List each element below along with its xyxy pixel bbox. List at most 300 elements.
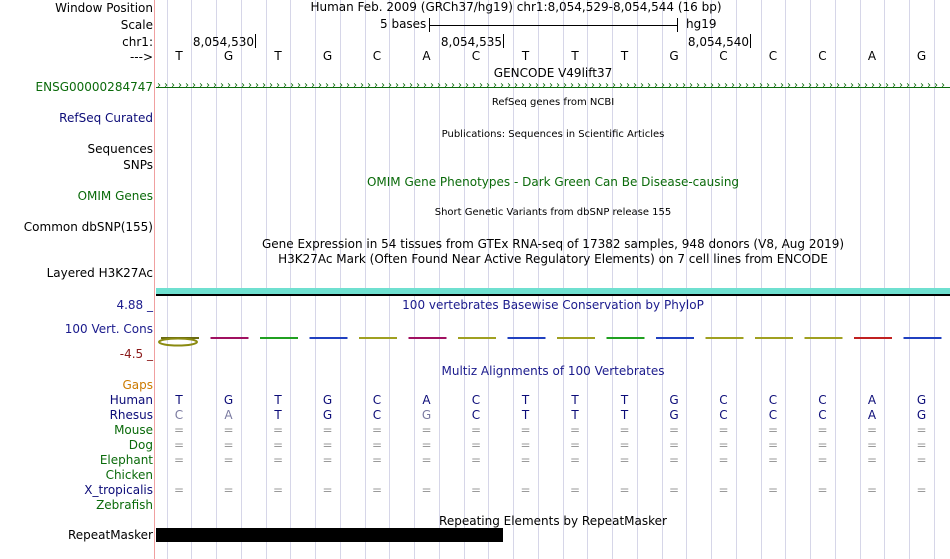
alignment-base: = [866,423,878,437]
strand-chevron-icon: › [549,80,552,91]
conservation-segment [805,337,843,339]
alignment-base: = [520,453,531,467]
alignment-base: C [471,393,481,407]
conservation-segment [458,337,496,339]
alignment-base: G [916,393,927,407]
strand-chevron-icon: › [941,80,944,91]
alignment-base: = [866,483,878,497]
alignment-base: C [818,408,827,422]
alignment-base: G [322,408,333,422]
strand-chevron-icon: › [920,80,923,91]
alignment-base: = [223,423,234,437]
alignment-base: = [173,423,185,437]
strand-chevron-icon: › [563,80,566,91]
alignment-base: = [520,438,531,452]
scale-bar-tick-left [429,18,430,32]
strand-chevron-icon: › [731,80,734,91]
grid-line [315,0,316,559]
strand-chevron-icon: › [885,80,888,91]
alignment-base: T [620,408,629,422]
layered-h3k27ac-label[interactable]: Layered H3K27Ac [46,266,153,280]
conservation-segment [557,337,595,339]
conservation-segment [310,337,348,339]
grid-line [587,0,588,559]
strand-chevron-icon: › [458,80,461,91]
alignment-base: = [421,483,432,497]
grid-line [538,0,539,559]
alignment-base: T [521,393,530,407]
image-left-border [154,0,155,559]
strand-chevron-icon: › [857,80,860,91]
strand-chevron-icon: › [654,80,657,91]
strand-direction-label: ---> [129,50,153,64]
alignment-base: C [768,393,778,407]
refseq-track-title: RefSeq genes from NCBI [491,97,615,108]
strand-chevron-icon: › [290,80,293,91]
strand-chevron-icon: › [479,80,482,91]
grid-line [909,0,910,559]
strand-chevron-icon: › [703,80,706,91]
strand-chevron-icon: › [633,80,636,91]
common-dbsnp-label[interactable]: Common dbSNP(155) [23,220,153,234]
multiz-track-title: Multiz Alignments of 100 Vertebrates [441,364,665,378]
alignment-base: = [619,438,630,452]
alignment-base: G [223,393,234,407]
alignment-base: A [867,393,877,407]
strand-chevron-icon: › [353,80,356,91]
strand-chevron-icon: › [766,80,769,91]
strand-chevron-icon: › [542,80,545,91]
alignment-base: C [768,408,778,422]
alignment-base: = [371,453,383,467]
alignment-base: = [470,423,482,437]
conservation-segment [755,337,793,339]
strand-chevron-icon: › [388,80,391,91]
conservation-segment [706,337,744,339]
alignment-base: = [223,483,234,497]
strand-chevron-icon: › [465,80,468,91]
strand-chevron-icon: › [472,80,475,91]
alignment-base: T [620,393,629,407]
strand-chevron-icon: › [423,80,426,91]
alignment-base: = [421,453,432,467]
species-label-elephant[interactable]: Elephant [99,453,153,467]
strand-chevron-icon: › [374,80,377,91]
reference-base: C [372,49,382,63]
alignment-base: T [175,393,183,407]
reference-base: T [620,49,629,63]
alignment-base: = [916,483,927,497]
alignment-base: = [619,483,630,497]
alignment-base: = [569,438,581,452]
conservation-segment [409,337,447,339]
ruler-tick [503,34,504,48]
alignment-base: = [619,423,630,437]
alignment-base: = [668,423,680,437]
conservation-segment [854,337,892,339]
alignment-base: = [817,438,828,452]
alignment-base: = [817,423,828,437]
strand-chevron-icon: › [269,80,272,91]
strand-chevron-icon: › [171,80,174,91]
alignment-base: = [322,483,333,497]
alignment-base: = [569,453,581,467]
alignment-base: = [272,483,284,497]
strand-chevron-icon: › [794,80,797,91]
conservation-segment [904,337,942,339]
strand-chevron-icon: › [325,80,328,91]
alignment-base: T [521,408,530,422]
alignment-base: C [372,393,382,407]
reference-base: T [274,49,282,63]
ruler-tick-label: 8,054,535 [440,35,502,49]
strand-chevron-icon: › [220,80,223,91]
strand-chevron-icon: › [234,80,237,91]
alignment-base: G [421,408,432,422]
reference-base: G [916,49,927,63]
strand-chevron-icon: › [619,80,622,91]
alignment-base: = [421,438,432,452]
strand-chevron-icon: › [577,80,580,91]
alignment-base: = [817,453,828,467]
reference-base: A [422,49,431,63]
dbsnp-track-title: Short Genetic Variants from dbSNP release 155 [434,207,672,218]
strand-chevron-icon: › [584,80,587,91]
strand-chevron-icon: › [822,80,825,91]
strand-chevron-icon: › [640,80,643,91]
grid-line [216,0,217,559]
strand-chevron-icon: › [668,80,671,91]
alignment-base: = [322,423,333,437]
alignment-base: = [916,438,927,452]
alignment-base: = [767,453,779,467]
alignment-base: C [719,408,728,422]
alignment-base: = [173,453,185,467]
strand-chevron-icon: › [591,80,594,91]
strand-chevron-icon: › [381,80,384,91]
h3k27ac-track-title: H3K27Ac Mark (Often Found Near Active Regulatory Elements) on 7 cell lines from ENCODE [278,252,828,266]
strand-chevron-icon: › [500,80,503,91]
strand-chevron-icon: › [850,80,853,91]
strand-chevron-icon: › [773,80,776,91]
strand-chevron-icon: › [843,80,846,91]
strand-chevron-icon: › [304,80,307,91]
strand-chevron-icon: › [430,80,433,91]
strand-chevron-icon: › [199,80,202,91]
strand-chevron-icon: › [528,80,531,91]
conservation-segment [508,337,546,339]
alignment-base: = [520,423,531,437]
strand-chevron-icon: › [395,80,398,91]
strand-chevron-icon: › [276,80,279,91]
ruler-tick-label: 8,054,530 [192,35,254,49]
reference-base: T [175,49,183,63]
alignment-base: = [173,483,185,497]
grid-line [637,0,638,559]
conservation-segment [260,337,298,339]
alignment-base: C [372,408,382,422]
strand-chevron-icon: › [409,80,412,91]
gaps-label[interactable]: Gaps [122,378,153,392]
strand-chevron-icon: › [514,80,517,91]
assembly-position-text: Human Feb. 2009 (GRCh37/hg19) chr1:8,054,529-8,054,544 (16 bp) [310,0,722,14]
strand-chevron-icon: › [521,80,524,91]
conservation-segment [656,337,694,339]
grid-line [414,0,415,559]
alignment-base: = [371,438,383,452]
alignment-base: = [668,453,680,467]
scale-label[interactable]: Scale [120,18,153,32]
scale-bar-text: 5 bases [380,17,427,31]
reference-base: G [223,49,234,63]
alignment-base: = [421,423,432,437]
publications-track-title: Publications: Sequences in Scientific Articles [441,129,665,140]
alignment-base: = [520,483,531,497]
strand-chevron-icon: › [437,80,440,91]
conservation-track-label[interactable]: 100 Vert. Cons [64,322,153,336]
strand-chevron-icon: › [815,80,818,91]
alignment-base: G [916,408,927,422]
strand-chevron-icon: › [752,80,755,91]
species-label-x_tropicalis[interactable]: X_tropicalis [84,483,153,497]
strand-chevron-icon: › [808,80,811,91]
strand-chevron-icon: › [451,80,454,91]
strand-chevron-icon: › [192,80,195,91]
conservation-marker [159,339,197,346]
omim-genes-label[interactable]: OMIM Genes [77,189,153,203]
alignment-base: A [422,393,431,407]
alignment-base: C [174,408,184,422]
strand-chevron-icon: › [535,80,538,91]
repeatmasker-element-bar[interactable] [156,528,503,542]
grid-line [686,0,687,559]
strand-chevron-icon: › [780,80,783,91]
strand-chevron-icon: › [556,80,559,91]
gencode-track-title: GENCODE V49lift37 [493,66,613,80]
species-label-chicken[interactable]: Chicken [105,468,153,482]
h3k27ac-baseline [156,294,950,296]
conservation-segment [607,337,645,339]
ruler-tick-label: 8,054,540 [687,35,749,49]
strand-chevron-icon: › [913,80,916,91]
alignment-base: G [322,393,333,407]
alignment-base: T [274,393,282,407]
grid-line [736,0,737,559]
grid-line [365,0,366,559]
repeatmasker-track-title: Repeating Elements by RepeatMasker [439,514,667,528]
strand-chevron-icon: › [318,80,321,91]
strand-chevron-icon: › [206,80,209,91]
alignment-base: = [272,423,284,437]
strand-chevron-icon: › [864,80,867,91]
snps-label[interactable]: SNPs [123,158,153,172]
strand-chevron-icon: › [339,80,342,91]
strand-chevron-icon: › [892,80,895,91]
grid-line [266,0,267,559]
alignment-base: = [767,423,779,437]
alignment-base: = [322,438,333,452]
strand-chevron-icon: › [801,80,804,91]
strand-chevron-icon: › [836,80,839,91]
strand-chevron-icon: › [507,80,510,91]
omim-track-title: OMIM Gene Phenotypes - Dark Green Can Be Disease-causing [366,175,740,189]
strand-chevron-icon: › [696,80,699,91]
alignment-base: = [223,453,234,467]
reference-base: C [471,49,481,63]
strand-chevron-icon: › [241,80,244,91]
reference-base: A [867,49,877,63]
alignment-base: = [470,453,482,467]
strand-chevron-icon: › [612,80,615,91]
alignment-base: T [571,408,579,422]
strand-chevron-icon: › [157,80,160,91]
alignment-base: C [818,393,827,407]
alignment-base: G [669,408,679,422]
alignment-base: = [272,438,284,452]
strand-chevron-icon: › [416,80,419,91]
strand-chevron-icon: › [661,80,664,91]
strand-chevron-icon: › [178,80,181,91]
strand-chevron-icon: › [689,80,692,91]
strand-chevron-icon: › [738,80,741,91]
strand-chevron-icon: › [605,80,608,91]
strand-chevron-icon: › [248,80,251,91]
alignment-base: = [718,423,729,437]
strand-chevron-icon: › [906,80,909,91]
strand-chevron-icon: › [283,80,286,91]
gtex-track-title: Gene Expression in 54 tissues from GTEx RNA-seq of 17382 samples, 948 donors (V8, Aug 2019) [261,237,845,251]
species-label-zebrafish[interactable]: Zebrafish [96,498,153,512]
sequences-label[interactable]: Sequences [87,142,153,156]
strand-chevron-icon: › [444,80,447,91]
strand-chevron-icon: › [647,80,650,91]
alignment-base: C [471,408,481,422]
alignment-base: = [767,438,779,452]
alignment-base: = [371,483,383,497]
reference-base: T [521,49,530,63]
conservation-min-value: -4.5 _ [119,347,153,361]
conservation-track-title: 100 vertebrates Basewise Conservation by PhyloP [402,298,704,312]
strand-chevron-icon: › [759,80,762,91]
strand-chevron-icon: › [227,80,230,91]
conservation-max-value: 4.88 _ [116,298,153,312]
strand-chevron-icon: › [598,80,601,91]
scale-assembly-label: hg19 [686,17,717,31]
alignment-base: = [371,423,383,437]
alignment-base: = [718,438,729,452]
strand-chevron-icon: › [255,80,258,91]
ruler-tick [255,34,256,48]
alignment-base: = [916,453,927,467]
strand-chevron-icon: › [710,80,713,91]
strand-chevron-icon: › [787,80,790,91]
refseq-curated-label[interactable]: RefSeq Curated [59,111,153,125]
alignment-base: = [569,483,581,497]
strand-chevron-icon: › [878,80,881,91]
strand-chevron-icon: › [367,80,370,91]
alignment-base: T [571,393,579,407]
strand-chevron-icon: › [899,80,902,91]
strand-chevron-icon: › [682,80,685,91]
alignment-base: A [224,408,233,422]
strand-chevron-icon: › [675,80,678,91]
ruler-tick [750,34,751,48]
reference-base: G [669,49,679,63]
strand-chevron-icon: › [927,80,930,91]
window-position-label[interactable]: Window Position [55,1,153,15]
alignment-base: C [719,393,728,407]
strand-chevron-icon: › [570,80,573,91]
reference-base: C [719,49,728,63]
reference-base: T [571,49,579,63]
strand-chevron-icon: › [262,80,265,91]
strand-chevron-icon: › [717,80,720,91]
scale-bar-tick-right [677,18,678,32]
species-label-dog[interactable]: Dog [128,438,153,452]
alignment-base: = [272,453,284,467]
alignment-base: = [619,453,630,467]
reference-base: G [322,49,333,63]
alignment-base: = [322,453,333,467]
alignment-base: = [718,483,729,497]
alignment-base: = [916,423,927,437]
alignment-base: = [173,438,185,452]
alignment-base: A [867,408,877,422]
species-label-human[interactable]: Human [109,393,153,407]
strand-chevron-icon: › [829,80,832,91]
alignment-base: = [470,438,482,452]
gencode-gene-label[interactable]: ENSG00000284747 [35,80,153,94]
strand-chevron-icon: › [332,80,335,91]
strand-chevron-icon: › [297,80,300,91]
repeatmasker-label[interactable]: RepeatMasker [67,528,153,542]
alignment-base: = [223,438,234,452]
reference-base: C [818,49,827,63]
alignment-base: = [767,483,779,497]
alignment-base: = [668,438,680,452]
scale-bar [429,25,677,26]
strand-chevron-icon: › [486,80,489,91]
strand-chevron-icon: › [402,80,405,91]
conservation-segment [359,337,397,339]
alignment-base: = [866,453,878,467]
alignment-base: = [718,453,729,467]
strand-chevron-icon: › [626,80,629,91]
strand-chevron-icon: › [346,80,349,91]
strand-chevron-icon: › [311,80,314,91]
conservation-plot[interactable] [156,330,950,350]
strand-chevron-icon: › [493,80,496,91]
reference-base: C [768,49,778,63]
strand-chevron-icon: › [871,80,874,91]
strand-chevron-icon: › [360,80,363,91]
strand-chevron-icon: › [185,80,188,91]
alignment-base: = [866,438,878,452]
strand-chevron-icon: › [745,80,748,91]
species-label-mouse[interactable]: Mouse [114,423,153,437]
alignment-base: = [668,483,680,497]
strand-chevron-icon: › [213,80,216,91]
strand-chevron-icon: › [934,80,937,91]
species-label-rhesus[interactable]: Rhesus [109,408,153,422]
strand-chevron-icon: › [164,80,167,91]
conservation-segment [211,337,249,339]
alignment-base: = [470,483,482,497]
strand-chevron-icon: › [724,80,727,91]
alignment-base: T [274,408,282,422]
chromosome-label[interactable]: chr1: [122,35,153,49]
alignment-base: = [569,423,581,437]
